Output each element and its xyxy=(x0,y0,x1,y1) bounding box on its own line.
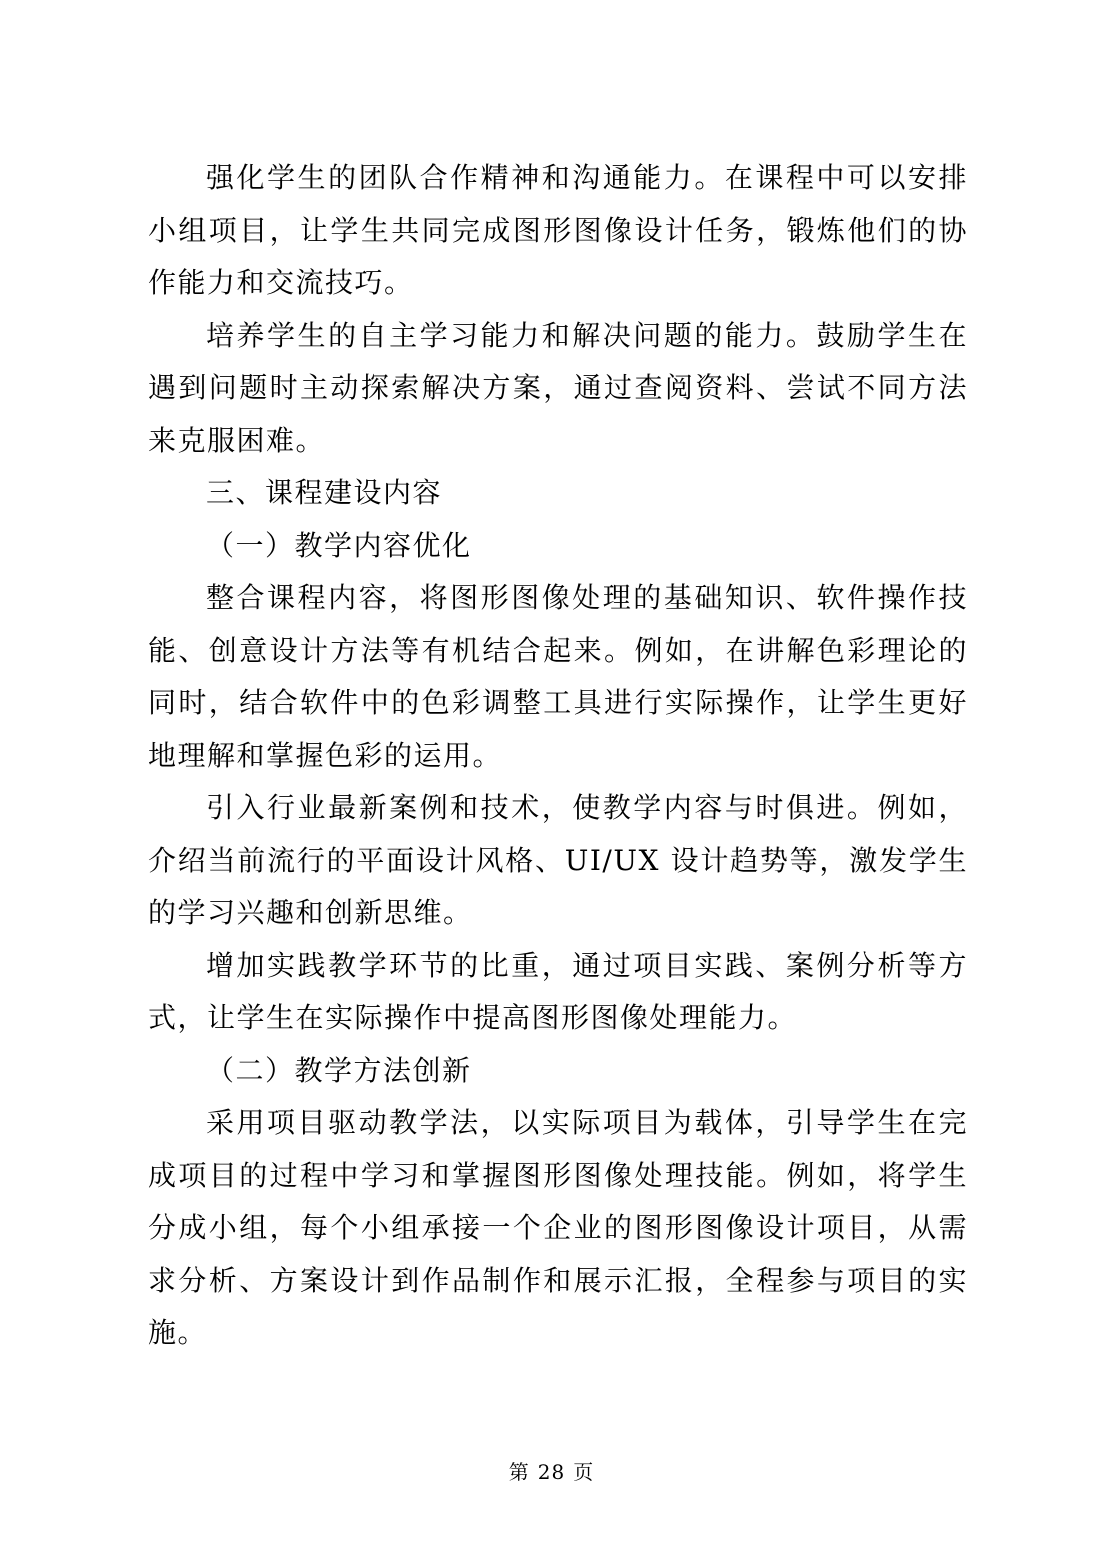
subsection-heading: （一）教学内容优化 xyxy=(206,528,472,562)
page-footer xyxy=(0,1456,1103,1485)
page-number-suffix: 页 xyxy=(573,1460,595,1484)
paragraph: 采用项目驱动教学法，以实际项目为载体，引导学生在完成项目的过程中学习和掌握图形图像处理技能。例如，将学生分成小组，每个小组承接一个企业的图形图像设计项目，从需求分析、方案设计到作品制作和展示汇报，全程参与项目的实施。 xyxy=(148,1106,968,1349)
paragraph: 引入行业最新案例和技术，使教学内容与时俱进。例如，介绍当前流行的平面设计风格、UI/UX 设计趋势等，激发学生的学习兴趣和创新思维。 xyxy=(148,791,968,929)
paragraph: 强化学生的团队合作精神和沟通能力。在课程中可以安排小组项目，让学生共同完成图形图像设计任务，锻炼他们的协作能力和交流技巧。 xyxy=(148,161,968,299)
paragraph: 增加实践教学环节的比重，通过项目实践、案例分析等方式，让学生在实际操作中提高图形图像处理能力。 xyxy=(148,948,968,1034)
paragraph: 培养学生的自主学习能力和解决问题的能力。鼓励学生在遇到问题时主动探索解决方案，通过查阅资料、尝试不同方法来克服困难。 xyxy=(148,318,968,457)
page-number: 28 xyxy=(537,1460,566,1484)
paragraph: 整合课程内容，将图形图像处理的基础知识、软件操作技能、创意设计方法等有机结合起来。例如，在讲解色彩理论的同时，结合软件中的色彩调整工具进行实际操作，让学生更好地理解和掌握色彩的运用。 xyxy=(148,581,968,772)
page-number-prefix: 第 xyxy=(508,1460,530,1484)
section-heading: 三、课程建设内容 xyxy=(206,476,443,509)
document-body xyxy=(148,152,968,1360)
subsection-heading: （二）教学方法创新 xyxy=(206,1053,472,1087)
